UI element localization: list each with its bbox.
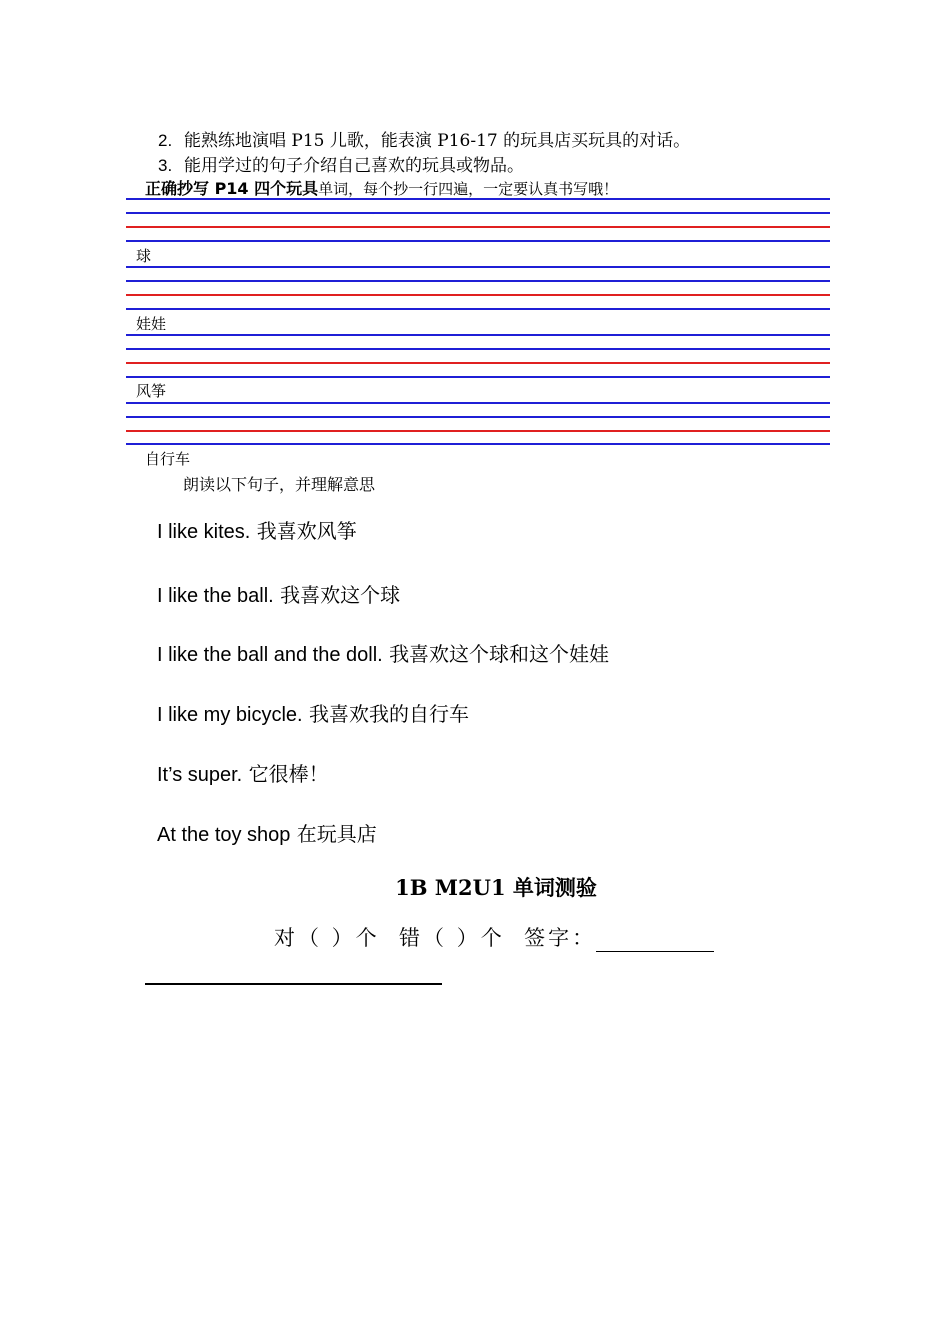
sentence-6 [157,818,377,847]
writing-line [126,198,830,200]
goal-text: 能熟练地演唱 P15 儿歌，能表演 P16-17 的玩具店买玩具的对话。 [184,131,691,151]
sentence-chinese: 我喜欢这个球 [280,583,401,607]
word-ball: 球 [136,247,152,265]
answer-line [145,983,442,985]
goal-number: 2. [158,131,173,150]
sentence-english: I like the ball and the doll. [157,644,383,666]
writing-line [126,402,830,404]
goal-text: 能用学过的句子介绍自己喜欢的玩具或物品。 [184,156,524,176]
sentence-4 [157,698,469,727]
writing-line [126,334,830,336]
sentence-english: It’s super. [157,764,243,786]
score-line [274,922,714,952]
writing-line [126,240,830,242]
writing-line [126,308,830,310]
word-kite: 风筝 [136,382,167,400]
sentence-english: I like my bicycle. [157,704,303,726]
sentence-2 [157,579,400,608]
copy-instruction [145,176,618,199]
writing-line [126,430,830,432]
writing-line [126,416,830,418]
writing-line [126,443,830,445]
sentence-5 [157,758,329,787]
writing-line [126,226,830,228]
sentence-english: I like the ball. [157,585,274,607]
sentence-1 [157,515,357,544]
copy-instruction-bold: 正确抄写 P14 四个玩具 [145,179,319,198]
sentence-chinese: 在玩具店 [296,822,377,846]
word-doll: 娃娃 [136,315,167,333]
writing-line [126,212,830,214]
goal-number: 3. [158,156,173,175]
sentence-chinese: 我喜欢这个球和这个娃娃 [389,642,610,666]
correct-count: 对（ ）个 [274,926,380,950]
writing-line [126,280,830,282]
wrong-count: 错（ ）个 [399,926,505,950]
writing-line [126,348,830,350]
signature-field[interactable] [596,929,714,952]
sentence-english: I like kites. [157,521,251,543]
quiz-title: 1B M2U1 单词测验 [395,875,597,900]
reading-heading: 朗读以下句子，并理解意思 [183,475,376,494]
writing-line [126,266,830,268]
sentence-3 [157,638,609,667]
writing-line [126,376,830,378]
goal-item-2 [158,126,690,151]
copy-instruction-rest: 单词，每个抄一行四遍，一定要认真书写哦！ [318,180,619,198]
goal-item-3 [158,151,524,176]
signature-label: 签字： [524,926,597,950]
sentence-chinese: 我喜欢我的自行车 [308,702,469,726]
sentence-english: At the toy shop [157,824,291,846]
sentence-chinese: 它很棒！ [248,762,329,786]
word-bicycle: 自行车 [145,450,191,468]
writing-line [126,362,830,364]
writing-line [126,294,830,296]
sentence-chinese: 我喜欢风筝 [256,519,357,543]
